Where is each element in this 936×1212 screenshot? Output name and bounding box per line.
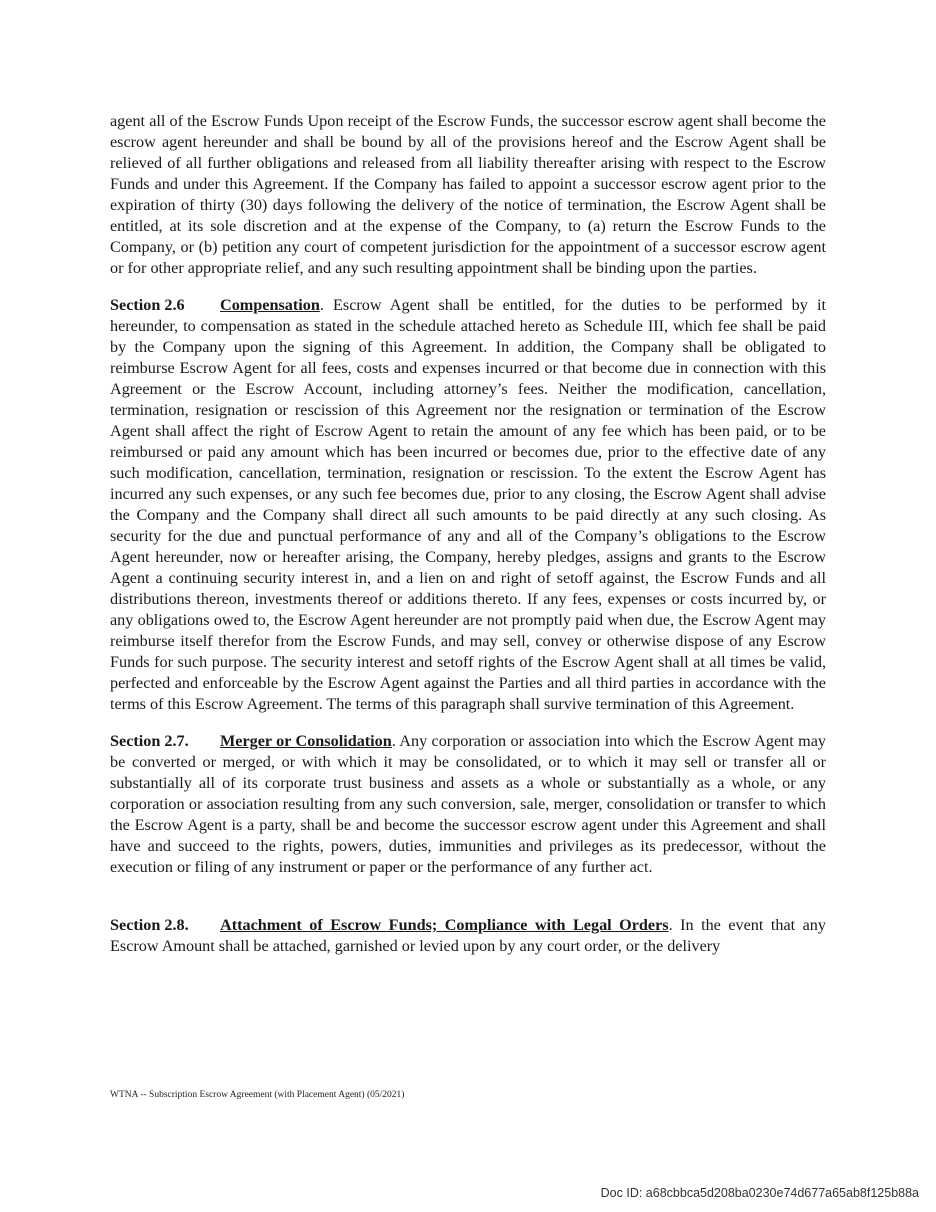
section-body: Escrow Agent shall be entitled, for the duties to be performed by it hereunder, to compensation as stated in the schedule attached hereto as Schedule III, which fee shall be paid by the Company upon the signing of this Agreement. In addition, the Company shall be obligated to reimburse Escrow Agent for all fees, costs and expenses incurred or that become due in connection with this Agreement or the Escrow Account, including attorney’s fees. Neither the modification, cancellation, termination, resignation or rescission of this Agreement nor the resignation or termination of the Escrow Agent shall affect the right of Escrow Agent to retain the amount of any fee which has been paid, or to be reimbursed or paid any amount which has been incurred or becomes due, prior to the effective date of any such modification, cancellation, termination, resignation or rescission. To the extent the Escrow Agent has incurred any such expenses, or any such fee becomes due, prior to any closing, the Escrow Agent shall advise the Company and the Company shall direct all such amounts to be paid directly at any such closing. As security for the due and punctual performance of any and all of the Company’s obligations to the Escrow Agent hereunder, now or hereafter arising, the Company, hereby pledges, assigns and grants to the Escrow Agent a continuing security interest in, and a lien on and right of setoff against, the Escrow Funds and all distributions thereon, investments thereof or additions thereto. If any fees, expenses or costs incurred by, or any obligations owed to, the Escrow Agent hereunder are not promptly paid when due, the Escrow Agent may reimburse itself therefor from the Escrow Funds, and may sell, convey or otherwise dispose of any Escrow Funds for such purpose. The security interest and setoff rights of the Escrow Agent shall at all times be valid, perfected and enforceable by the Escrow Agent against the Parties and all third parties in accordance with the terms of this Escrow Agreement. The terms of this paragraph shall survive termination of this Agreement. (110, 296, 826, 713)
section-number: Section 2.8. (110, 916, 189, 934)
section-body: In the event that any Escrow Amount shall be attached, garnished or levied upon by any court order, or the delivery (110, 916, 826, 955)
section-2-8: Section 2.8. Attachment of Escrow Funds; Compliance with Legal Orders. In the event that any Escrow Amount shall be attached, garnished or levied upon by any court order, or the delivery (110, 916, 826, 955)
section-number: Section 2.6 (110, 296, 185, 314)
section-title: Merger or Consolidation (220, 732, 392, 750)
section-title: Attachment of Escrow Funds; Compliance with Legal Orders (220, 916, 669, 934)
section-2-7: Section 2.7. Merger or Consolidation. Any corporation or association into which the Escrow Agent may be converted or merged, or with which it may be consolidated, or to which it may sell or transfer all or substantially all of its corporate trust business and assets as a whole or substantially as a whole, or any corporation or association resulting from any such conversion, sale, merger, consolidation or transfer to which the Escrow Agent is a party, shall be and become the successor escrow agent under this Agreement and shall have and succeed to the rights, powers, duties, immunities and privileges as its predecessor, without the execution or filing of any instrument or paper or the performance of any further act. (110, 732, 826, 876)
section-body: Any corporation or association into which the Escrow Agent may be converted or merged, or with which it may be consolidated, or to which it may sell or transfer all or substantially all of its corporate trust business and assets as a whole or substantially as a whole, or any corporation or association resulting from any such conversion, sale, merger, consolidation or transfer to which the Escrow Agent is a party, shall be and become the successor escrow agent under this Agreement and shall have and succeed to the rights, powers, duties, immunities and privileges as its predecessor, without the execution or filing of any instrument or paper or the performance of any further act. (110, 732, 826, 876)
section-title: Compensation (220, 296, 320, 314)
document-page (110, 111, 826, 957)
page-footer: WTNA -- Subscription Escrow Agreement (with Placement Agent) (05/2021) (110, 1090, 405, 1100)
doc-id-stamp: Doc ID: a68cbbca5d208ba0230e74d677a65ab8f125b88a (600, 1186, 919, 1200)
section-number: Section 2.7. (110, 732, 189, 750)
paragraph-escrow-successor: agent all of the Escrow Funds Upon receipt of the Escrow Funds, the successor escrow agent shall become the escrow agent hereunder and shall be bound by all of the provisions hereof and the Escrow Agent shall be relieved of all further obligations and released from all liability thereafter arising with respect to the Escrow Funds and under this Agreement. If the Company has failed to appoint a successor escrow agent prior to the expiration of thirty (30) days following the delivery of the notice of termination, the Escrow Agent shall be entitled, at its sole discretion and at the expense of the Company, to (a) return the Escrow Funds to the Company, or (b) petition any court of competent jurisdiction for the appointment of a successor escrow agent or for other appropriate relief, and any such resulting appointment shall be binding upon the parties. (110, 112, 826, 277)
section-2-6: Section 2.6 Compensation. Escrow Agent shall be entitled, for the duties to be performed by it hereunder, to compensation as stated in the schedule attached hereto as Schedule III, which fee shall be paid by the Company upon the signing of this Agreement. In addition, the Company shall be obligated to reimburse Escrow Agent for all fees, costs and expenses incurred or that become due in connection with this Agreement or the Escrow Account, including attorney’s fees. Neither the modification, cancellation, termination, resignation or rescission of this Agreement nor the resignation or termination of the Escrow Agent shall affect the right of Escrow Agent to retain the amount of any fee which has been paid, or to be reimbursed or paid any amount which has been incurred or becomes due, prior to the effective date of any such modification, cancellation, termination, resignation or rescission. To the extent the Escrow Agent has incurred any such expenses, or any such fee becomes due, prior to any closing, the Escrow Agent shall advise the Company and the Company shall direct all such amounts to be paid directly at any such closing. As security for the due and punctual performance of any and all of the Company’s obligations to the Escrow Agent hereunder, now or hereafter arising, the Company, hereby pledges, assigns and grants to the Escrow Agent a continuing security interest in, and a lien on and right of setoff against, the Escrow Funds and all distributions thereon, investments thereof or additions thereto. If any fees, expenses or costs incurred by, or any obligations owed to, the Escrow Agent hereunder are not promptly paid when due, the Escrow Agent may reimburse itself therefor from the Escrow Funds, and may sell, convey or otherwise dispose of any Escrow Funds for such purpose. The security interest and setoff rights of the Escrow Agent shall at all times be valid, perfected and enforceable by the Escrow Agent against the Parties and all third parties in accordance with the terms of this Escrow Agreement. The terms of this paragraph shall survive termination of this Agreement. (110, 296, 826, 713)
